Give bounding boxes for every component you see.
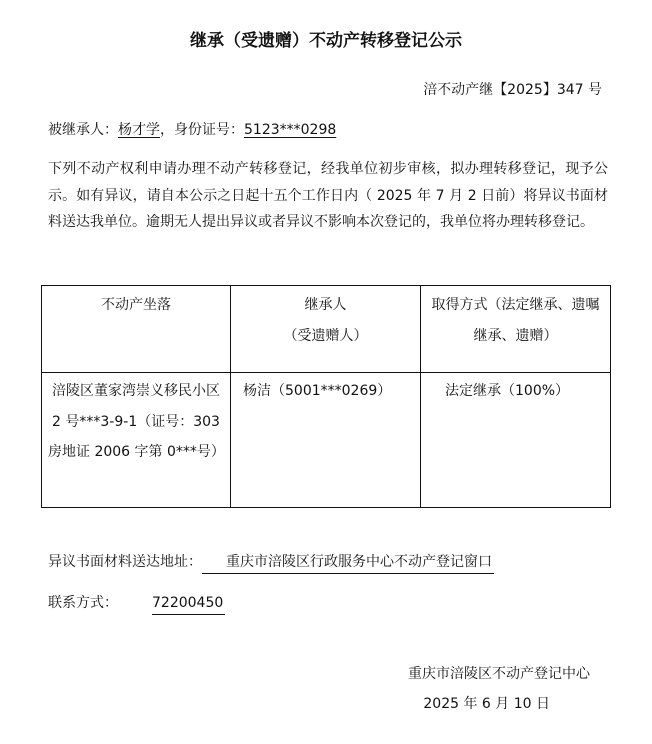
objection-address-line [48, 552, 494, 574]
contact-line [48, 593, 225, 615]
decedent-id-label: 身份证号： [174, 122, 244, 138]
decedent-label: 被继承人： [48, 122, 118, 138]
cell-heir: 杨洁（5001***0269） [231, 373, 421, 508]
decedent-id-number: 5123***0298 [244, 122, 337, 138]
objection-address-label: 异议书面材料送达地址： [48, 554, 202, 570]
objection-address-value: 重庆市涪陵区行政服务中心不动产登记窗口 [202, 552, 494, 574]
notice-title: 继承（受遗赠）不动产转移登记公示 [190, 31, 462, 51]
cell-method: 法定继承（100%） [421, 373, 611, 508]
document-number: 涪不动产继【2025】347 号 [423, 82, 602, 98]
header-heir [231, 286, 421, 373]
contact-label: 联系方式： [48, 595, 118, 611]
issuer-name: 重庆市涪陵区不动产登记中心 [408, 666, 590, 682]
table-row [42, 373, 611, 508]
property-table [41, 285, 611, 508]
cell-location: 涪陵区董家湾崇义移民小区 2 号***3-9-1（证号：303 房地证 2006 字第 0***号） [42, 373, 231, 508]
contact-value: 72200450 [152, 593, 225, 615]
header-location: 不动产坐落 [42, 286, 231, 373]
header-heir-line1: 继承人 [304, 297, 347, 313]
header-method: 取得方式（法定继承、遗嘱继承、遗赠） [421, 286, 611, 373]
issue-date: 2025 年 6 月 10 日 [423, 696, 550, 712]
decedent-line [48, 120, 336, 140]
decedent-name: 杨才学 [118, 122, 160, 138]
notice-body-paragraph: 下列不动产权利申请办理不动产转移登记，经我单位初步审核，拟办理转移登记，现予公示。如有异议，请自本公示之日起十五个工作日内（ 2025 年 7 月 2 日前）将异议书面材料送达我单位。逾期无人提出异议或者异议不影响本次登记的，我单位将办理转移登记。 [48, 161, 608, 230]
header-heir-line2: （受遗赠人） [283, 328, 368, 344]
table-header-row [42, 286, 611, 373]
decedent-separator: ， [160, 122, 174, 138]
